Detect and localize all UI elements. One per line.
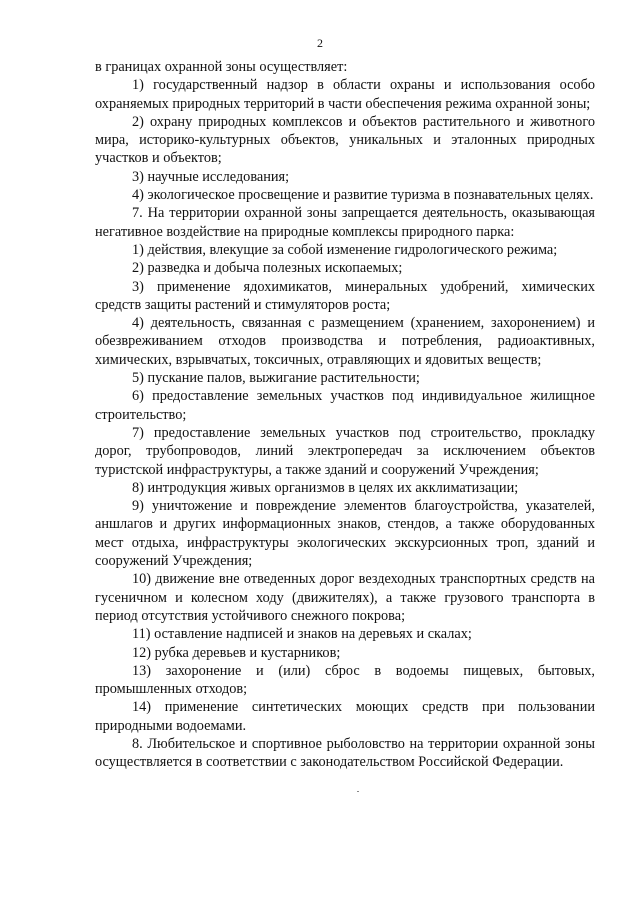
prohibition-item-11: 11) оставление надписей и знаков на деревьях и скалах; [132, 626, 472, 643]
list-item-nature-protection: 2) охрану природных комплексов и объектов растительного и животного мира, историко-культурных объектов, уникальных и эталонных природных участков и объектов; [95, 113, 595, 167]
prohibition-item-2: 2) разведка и добыча полезных ископаемых; [132, 260, 403, 277]
prohibition-item-3: 3) применение ядохимикатов, минеральных удобрений, химических средств защиты растений и стимуляторов роста; [95, 278, 595, 313]
prohibition-item-14: 14) применение синтетических моющих средств при пользовании природными водоемами. [95, 699, 595, 734]
prohibition-item-9: 9) уничтожение и повреждение элементов благоустройства, указателей, аншлагов и других информационных знаков, стендов, а также оборудованных мест отдыха, инфраструктуры экологических экскурсионных троп, зданий и сооружений Учреждения; [95, 498, 595, 570]
list-item-research: 3) научные исследования; [132, 168, 290, 185]
document-body [95, 58, 595, 772]
scan-speck [357, 791, 359, 792]
section-8-fishing: 8. Любительское и спортивное рыболовство на территории охранной зоны осуществляется в соответствии с законодательством Российской Федерации. [95, 735, 595, 771]
prohibition-item-1: 1) действия, влекущие за собой изменение гидрологического режима; [132, 241, 558, 258]
prohibition-item-7: 7) предоставление земельных участков под строительство, прокладку дорог, трубопроводов, линий электропередач за исключением объектов туристской инфраструктуры, а также зданий и сооружений Учреждения; [95, 424, 595, 478]
prohibition-item-4: 4) деятельность, связанная с размещением (хранением, захоронением) и обезвреживанием отходов производства и потребления, радиоактивных, химических, взрывчатых, токсичных, отравляющих и ядовитых веществ; [95, 315, 595, 368]
prohibition-item-13: 13) захоронение и (или) сброс в водоемы пищевых, бытовых, промышленных отходов; [95, 662, 595, 698]
prohibition-item-12: 12) рубка деревьев и кустарников; [132, 644, 341, 661]
page-number: 2 [317, 36, 323, 50]
paragraph-continuation: в границах охранной зоны осуществляет: [95, 59, 348, 75]
list-item-education-tourism: 4) экологическое просвещение и развитие туризма в познавательных целях. [132, 187, 594, 204]
prohibition-item-5: 5) пускание палов, выжигание растительности; [132, 370, 420, 387]
list-item-state-supervision: 1) государственный надзор в области охраны и использования особо охраняемых природных территорий в части обеспечения режима охранной зоны; [95, 77, 595, 112]
prohibition-item-6: 6) предоставление земельных участков под индивидуальное жилищное строительство; [95, 388, 595, 423]
prohibition-item-10: 10) движение вне отведенных дорог вездеходных транспортных средств на гусеничном и колесном ходу (движителях), а также грузового транспорта в период отсутствия устойчивого снежного покрова; [95, 571, 595, 624]
section-7-heading: 7. На территории охранной зоны запрещается деятельность, оказывающая негативное воздействие на природные комплексы природного парка: [95, 205, 595, 240]
prohibition-item-8: 8) интродукция живых организмов в целях их акклиматизации; [132, 479, 519, 496]
